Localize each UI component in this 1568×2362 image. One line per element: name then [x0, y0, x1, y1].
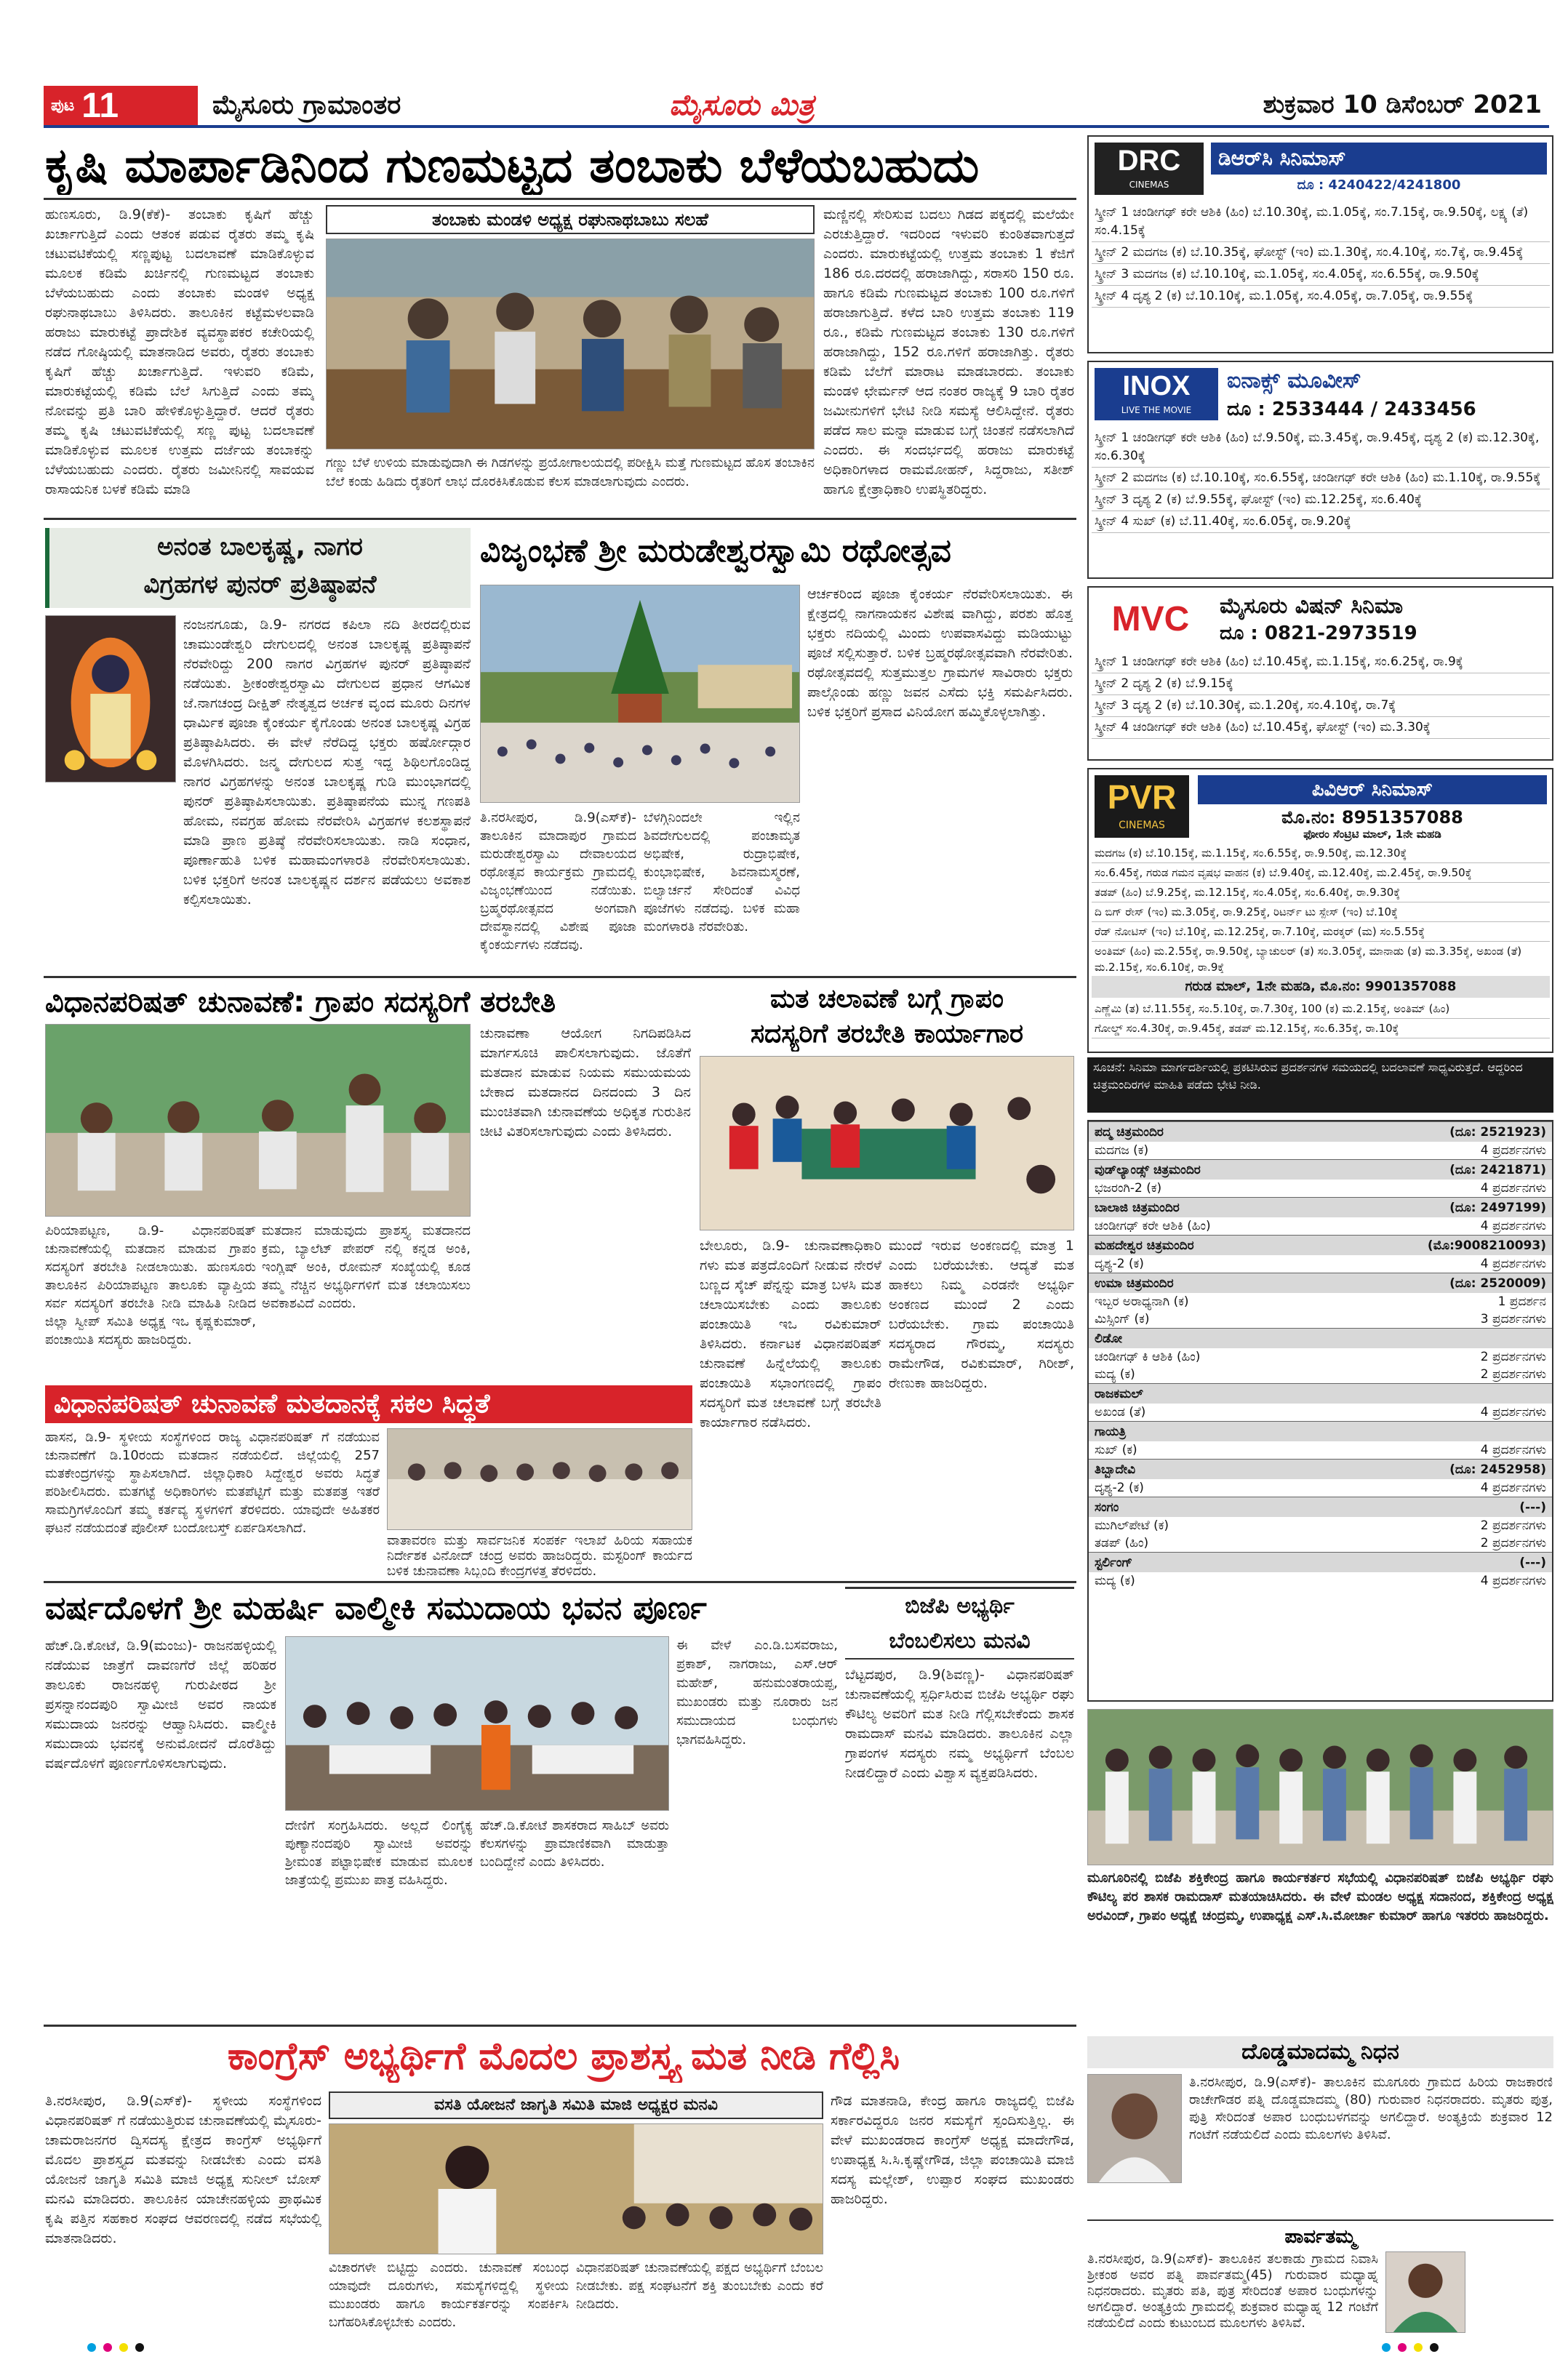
movie-title: ಮುಗಿಲ್‌ಪೇಟೆ (ಕ) — [1095, 1518, 1169, 1533]
theatre-name: ಮಹದೇಶ್ವರ ಚಿತ್ರಮಂದಿರ — [1095, 1238, 1194, 1253]
ratha-body-2: ಬೆಳಗ್ಗಿನಿಂದಲೇ ಇಲ್ಲಿನ ಶಿವದೇಗುಲದಲ್ಲಿ ಪಂಚಾಮೃತ ಅಭಿಷೇಕ, ರುದ್ರಾಭಿಷೇಕ, ಕುಂಭಾಭಿಷೇಕ, ಶಿವನಾಮಸ್ಮರಣೆ, ಬಿಲ್ವಾರ್ಚನೆ ಸೇರಿದಂತೆ ವಿವಿಧ ಪೂಜೆಗಳು ನಡೆದವು. ಬಳಿಕ ಮಹಾ ಮಂಗಳಾರತಿ ನೆರವೇರಿತು. — [644, 810, 800, 934]
congress-body-1: ತಿ.ನರಸೀಪುರ, ಡಿ.9(ಎಸ್‌ಕೆ)- ಸ್ಥಳೀಯ ಸಂಸ್ಥೆಗಳಿಂದ ವಿಧಾನಪರಿಷತ್ ಗೆ ನಡೆಯುತ್ತಿರುವ ಚುನಾವಣೆಯಲ್ಲಿ ಮೈಸೂರು-ಚಾಮರಾಜನಗರ ದ್ವಿಸದಸ್ಯ ಕ್ಷೇತ್ರದ ಕಾಂಗ್ರೆಸ್ ಅಭ್ಯರ್ಥಿಗೆ ಮೊದಲ ಪ್ರಾಶಸ್ತ್ಯದ ಮತವನ್ನು ನೀಡಬೇಕು ಎಂದು ವಸತಿ ಯೋಜನೆ ಜಾಗೃತಿ ಸಮಿತಿ ಮಾಜಿ ಅಧ್ಯಕ್ಷ ಸುನೀಲ್ ಬೋಸ್ ಮನವಿ ಮಾಡಿದರು. ತಾಲೂಕಿನ ಯಾಚೇನಹಳ್ಳಿಯ ಪ್ರಾಥಮಿಕ ಕೃಷಿ ಪತ್ತಿನ ಸಹಕಾರ ಸಂಘದ ಆವರಣದಲ್ಲಿ ನಡೆದ ಸಭೆಯಲ್ಲಿ ಮಾತನಾಡಿದರು. — [45, 2093, 321, 2246]
tobacco-photo — [326, 239, 815, 449]
valmiki-body-1: ಹೆಚ್.ಡಿ.ಕೋಟೆ, ಡಿ.9(ಮಂಜು)- ರಾಜನಹಳ್ಳಿಯಲ್ಲಿ ನಡೆಯುವ ಜಾತ್ರೆಗೆ ದಾವಣಗೆರೆ ಜಿಲ್ಲೆ ಹರಿಹರ ತಾಲೂಕು ರಾಜನಹಳ್ಳಿ ಗುರುಪೀಠದ ಶ್ರೀ ಪ್ರಸನ್ನಾನಂದಪುರಿ ಸ್ವಾಮೀಜಿ ಅವರ ನಾಯಕ ಸಮುದಾಯ ಜನರನ್ನು ಆಹ್ವಾನಿಸಿದರು. ವಾಲ್ಮೀಕಿ ಸಮುದಾಯ ಭವನಕ್ಕೆ ಅನುಮೋದನೆ ದೊರೆತಿದ್ದು ವರ್ಷದೊಳಗೆ ಪೂರ್ಣಗೊಳಿಸಲಾಗುವುದು. — [45, 1638, 276, 1772]
ananta-headline-box — [45, 528, 471, 608]
mvc-name: ಮೈಸೂರು ವಿಷನ್ ಸಿನಿಮಾ — [1220, 593, 1404, 619]
garuda-showtimes — [1092, 999, 1550, 1050]
theatre-header — [1089, 1121, 1552, 1142]
drc-name: ಡಿಆರ್‌ಸಿ ಸಿನಿಮಾಸ್ — [1218, 146, 1346, 170]
movie-shows: 4 ಪ್ರದರ್ಶನಗಳು — [1480, 1181, 1546, 1196]
theatre-name: ಬಾಲಾಜಿ ಚಿತ್ರಮಂದಿರ — [1095, 1200, 1180, 1215]
movie-shows: 4 ಪ್ರದರ್ಶನಗಳು — [1480, 1257, 1546, 1271]
movie-title: ದೃಶ್ಯ-2 (ಕ) — [1095, 1257, 1144, 1271]
pvr-showtimes — [1092, 844, 1550, 973]
movie-shows: 2 ಪ್ರದರ್ಶನಗಳು — [1480, 1350, 1546, 1364]
theatre-phone: (ದೂ: 2497199) — [1449, 1200, 1546, 1215]
theatre-phone: (ದೂ: 2520009) — [1449, 1276, 1546, 1291]
bjp-headline-2: ಬೆಂಬಲಿಸಲು ಮನವಿ — [889, 1628, 1031, 1654]
theatre-phone: (ದೂ: 2521923) — [1449, 1124, 1546, 1140]
mvc-row: ಸ್ಕ್ರೀನ್ 3 ದೃಶ್ಯ 2 (ಕ) ಬೆ.10.30ಕ್ಕೆ, ಮ.1.20ಕ್ಕೆ, ಸಂ.4.10ಕ್ಕೆ, ರಾ.7ಕ್ಕೆ — [1092, 695, 1550, 717]
movie-title: ಅಖಂಡ (ತೆ) — [1095, 1405, 1146, 1420]
obit2-photo — [1385, 2251, 1465, 2333]
movie-title: ಇಬ್ಬರ ಅರಾಧ್ಯನಾಗಿ (ಕ) — [1095, 1294, 1189, 1309]
garuda-row: ಗೋಲ್ಡ್ ಸಂ.4.30ಕ್ಕೆ, ರಾ.9.45ಕ್ಕೆ, ತಡಪ್ ಮ.12.15ಕ್ಕೆ, ಸಂ.6.35ಕ್ಕೆ, ರಾ.10ಕ್ಕೆ — [1092, 1019, 1550, 1038]
page-number-box — [44, 86, 198, 125]
color-registration-bottom-right — [1382, 2343, 1527, 2353]
movie-shows: 2 ಪ್ರದರ್ಶನಗಳು — [1480, 1536, 1546, 1550]
pvr-logo-text: PVR — [1107, 778, 1177, 816]
pvr-row: ಅಂತಿಮ್ (ಹಿಂ) ಮ.2.55ಕ್ಕೆ, ರಾ.9.50ಕ್ಕೆ, ಬ್ಯಾಚುಲರ್ (ತ) ಸಂ.3.05ಕ್ಕೆ, ಮಾನಾಡು (ತ) ಮ.3.35ಕ್ಕೆ, ಅಖಂಡ (ತೆ) ಮ.2.15ಕ್ಕೆ, ಸಂ.6.10ಕ್ಕೆ, ರಾ.9ಕ್ಕೆ — [1092, 942, 1550, 973]
reg-dot — [119, 2343, 128, 2352]
movie-shows: 2 ಪ್ರದರ್ಶನಗಳು — [1480, 1367, 1546, 1382]
vidhan-training-body-1: ಪಿರಿಯಾಪಟ್ಟಣ, ಡಿ.9- ವಿಧಾನಪರಿಷತ್ ಚುನಾವಣೆಯಲ್ಲಿ ಮತದಾನ ಮಾಡುವ ಗ್ರಾಪಂ ಸದಸ್ಯರಿಗೆ ತರಬೇತಿ ನೀಡಲಾಯಿತು. ಹುಣಸೂರು ತಾಲೂಕಿನ ಪಿರಿಯಾಪಟ್ಟಣ ತಾಲೂಕು ವ್ಯಾಪ್ತಿಯ ಸರ್ವ ಸದಸ್ಯರಿಗೆ ತರಬೇತಿ ನೀಡಿ ಮಾಹಿತಿ ನೀಡಿದ ಜಿಲ್ಲಾ ಸ್ವೀಪ್ ಸಮಿತಿ ಅಧ್ಯಕ್ಷ ಇಒ ಕೃಷ್ಣಕುಮಾರ್, ಪಂಚಾಯಿತಿ ಸದಸ್ಯರು ಹಾಜರಿದ್ದರು. — [45, 1223, 256, 1348]
divider — [1087, 2219, 1553, 2221]
masthead — [44, 86, 1549, 128]
movie-title: ಭಜರಂಗಿ-2 (ಕ) — [1095, 1181, 1162, 1196]
inox-showtimes — [1092, 428, 1550, 577]
valmiki-body-4: ಈ ವೇಳೆ ಎಂ.ಡಿ.ಬಸವರಾಜು, ಪ್ರಕಾಶ್, ನಾಗರಾಜು, ಎಸ್.ಆರ್ ಮಹೇಶ್, ಹನುಮಂತರಾಯಪ್ಪ, ಮುಖಂಡರು ಮತ್ತು ನೂರಾರು ಜನ ಸಮುದಾಯದ ಬಂಧುಗಳು ಭಾಗವಹಿಸಿದ್ದರು. — [676, 1638, 838, 1748]
theatre-movie-row — [1089, 1310, 1552, 1328]
tobacco-col-3: ಮಣ್ಣಿನಲ್ಲಿ ಸೇರಿಸುವ ಬದಲು ಗಿಡದ ಪಕ್ಕದಲ್ಲಿ ಮಲೆಯೇ ಎರಚುತ್ತಿದ್ದಾರೆ. ಇದರಿಂದ ಇಳುವರಿ ಕುಂಠಿತವಾಗುತ್ತದೆ ಎಂದರು. ಮಾರುಕಟ್ಟೆಯಲ್ಲಿ ಉತ್ತಮ ತಂಬಾಕು 1 ಕೆಜಿಗೆ 186 ರೂ.ದರದಲ್ಲಿ ಹರಾಜಾಗಿದ್ದು, ಸರಾಸರಿ 150 ರೂ. ಹಾಗೂ ಕಡಿಮೆ ಗುಣಮಟ್ಟದ ತಂಬಾಕು 100 ರೂ.ಗಳಿಗೆ ಹರಾಜಾಗುತ್ತಿದೆ. ಕಳೆದ ಬಾರಿ ಉತ್ತಮ ತಂಬಾಕು 119 ರೂ., ಕಡಿಮೆ ಗುಣಮಟ್ಟದ ತಂಬಾಕು 130 ರೂ.ಗಳಿಗೆ ಹರಾಜಾಗಿದ್ದು, 152 ರೂ.ಗಳಿಗೆ ಹರಾಜಾಗಿತ್ತು. ರೈತರು ಕಡಿಮೆ ಬೆಲೆಗೆ ಮಾರಾಟ ಮಾಡಬಾರದು. ತಂಬಾಕು ಮಂಡಳಿ ಛೇರ್ಮನ್ ಆದ ನಂತರ ರಾಜ್ಯಕ್ಕೆ 9 ಬಾರಿ ರೈತರ ಜಮೀನುಗಳಿಗೆ ಭೇಟಿ ನೀಡಿ ಸಮಸ್ಯೆ ಆಲಿಸಿದ್ದೇನೆ. ರೈತರು ಪಡೆದ ಸಾಲ ಮನ್ನಾ ಮಾಡುವ ಬಗ್ಗೆ ಚಿಂತನೆ ನಡೆಸಲಾಗಿದೆ ಎಂದರು. ಈ ಸಂದರ್ಭದಲ್ಲಿ ಹರಾಜು ಮಾರುಕಟ್ಟೆ ಅಧಿಕಾರಿಗಳಾದ ರಾಮಮೋಹನ್, ಸಿದ್ದರಾಜು, ಸತೀಶ್ ಹಾಗೂ ಕ್ಷೇತ್ರಾಧಿಕಾರಿ ಉಪಸ್ಥಿತರಿದ್ದರು. — [823, 207, 1074, 497]
theatre-header — [1089, 1159, 1552, 1180]
theatre-phone: (ದೂ: 2452958) — [1449, 1462, 1546, 1477]
valmiki-photo — [285, 1636, 669, 1811]
movie-shows: 4 ಪ್ರದರ್ಶನಗಳು — [1480, 1143, 1546, 1158]
theatre-movie-row — [1089, 1180, 1552, 1197]
theatre-movie-row — [1089, 1366, 1552, 1383]
pvr-logo-sub: CINEMAS — [1119, 820, 1165, 831]
ananta-headline-2: ವಿಗ್ರಹಗಳ ಪುನರ್ ಪ್ರತಿಷ್ಠಾಪನೆ — [143, 570, 377, 599]
obit2-headline: ಪಾರ್ವತಮ್ಮ — [1284, 2226, 1356, 2248]
pvr-address: ಫೋರಂ ಸೆಂಟ್ರಿಟಿ ಮಾಲ್, 1ನೇ ಮಹಡಿ — [1303, 828, 1441, 841]
theatre-phone: (---) — [1519, 1555, 1546, 1570]
movie-shows: 4 ಪ್ರದರ್ಶನಗಳು — [1480, 1574, 1546, 1588]
theatre-movie-row — [1089, 1572, 1552, 1590]
movie-title: ಮದ್ಯ (ಕ) — [1095, 1574, 1135, 1588]
bjp-headline-box — [845, 1587, 1074, 1660]
bjp-meeting-photo — [1087, 1709, 1553, 1865]
obit1-photo — [1087, 2074, 1182, 2183]
vidhan-training-body-2: ಮತದಾನ ಮಾಡುವುದು ಪ್ರಾಶಸ್ತ್ಯ ಮತದಾನದ ಕ್ರಮ, ಬ್ಯಾಲೆಟ್ ಪೇಪರ್ ನಲ್ಲಿ ಕನ್ನಡ ಅಂಕಿ, ಇಂಗ್ಲಿಷ್ ಅಂಕಿ, ರೋಮನ್ ಸಂಖ್ಯೆಯಲ್ಲಿ ಕೂಡ ತಮ್ಮ ನೆಚ್ಚಿನ ಅಭ್ಯರ್ಥಿಗಳಿಗೆ ಮತ ಚಲಾಯಿಸಲು ಅವಕಾಶವಿದೆ ಎಂದರು. — [262, 1223, 471, 1311]
vidhan-poll-headline-bar — [45, 1385, 692, 1423]
mvc-row: ಸ್ಕ್ರೀನ್ 4 ಚಂಡೀಗಢ್ ಕರೇ ಆಶಿಕಿ (ಹಿಂ) ಬೆ.10.45ಕ್ಕೆ, ಘೋಸ್ಟ್ (ಇಂ) ಮ.3.30ಕ್ಕೆ — [1092, 717, 1550, 739]
obit2-body: ತಿ.ನರಸೀಪುರ, ಡಿ.9(ಎಸ್‌ಕೆ)- ತಾಲೂಕಿನ ತಲಕಾಡು ಗ್ರಾಮದ ನಿವಾಸಿ ಶ್ರೀಕಂಠ ಅವರ ಪತ್ನಿ ಪಾರ್ವತಮ್ಮ(45) ಗುರುವಾರ ಮಧ್ಯಾಹ್ನ ನಿಧನರಾದರು. ಮೃತರು ಪತಿ, ಪುತ್ರ ಸೇರಿದಂತೆ ಅಪಾರ ಬಂಧುಗಳನ್ನು ಅಗಲಿದ್ದಾರೆ. ಅಂತ್ಯಕ್ರಿಯೆ ಗ್ರಾಮದಲ್ಲಿ ಶುಕ್ರವಾರ ಮಧ್ಯಾಹ್ನ 12 ಗಂಟೆಗೆ ನಡೆಯಲಿದೆ ಎಂದು ಕುಟುಂಬದ ಮೂಲಗಳು ತಿಳಿಸಿವೆ. — [1087, 2251, 1378, 2331]
congress-headline: ಕಾಂಗ್ರೆಸ್ ಅಭ್ಯರ್ಥಿಗೆ ಮೊದಲ ಪ್ರಾಶಸ್ತ್ಯ ಮತ ನೀಡಿ ಗೆಲ್ಲಿಸಿ — [227, 2035, 900, 2078]
garuda-row: ಎಣ್ಣೆಮಿ (ತ) ಬೆ.11.55ಕ್ಕೆ, ಸಂ.5.10ಕ್ಕೆ, ರಾ.7.30ಕ್ಕೆ, 100 (ಕ) ಮ.2.15ಕ್ಕೆ, ಅಂತಿಮ್ (ಹಿಂ) — [1092, 999, 1550, 1019]
cinema-notice: ಸೂಚನೆ: ಸಿನಿಮಾ ಮಾರ್ಗದರ್ಶಿಯಲ್ಲಿ ಪ್ರಕಟಿಸಿರುವ ಪ್ರದರ್ಶನಗಳ ಸಮಯದಲ್ಲಿ ಬದಲಾವಣೆ ಸಾಧ್ಯವಿರುತ್ತದೆ. ಆದ್ದರಿಂದ ಚಿತ್ರಮಂದಿರಗಳ ಮಾಹಿತಿ ಪಡೆದು ಭೇಟಿ ನೀಡಿ. — [1087, 1057, 1553, 1113]
reg-dot — [135, 2343, 144, 2352]
drc-row: ಸ್ಕ್ರೀನ್ 3 ಮದಗಜ (ಕ) ಬೆ.10.10ಕ್ಕೆ, ಮ.1.05ಕ್ಕೆ, ಸಂ.4.05ಕ್ಕೆ, ಸಂ.6.55ಕ್ಕೆ, ರಾ.9.50ಕ್ಕೆ — [1092, 264, 1550, 286]
mvc-phone: ದೂ : 0821-2973519 — [1220, 622, 1417, 644]
reg-dot — [1382, 2343, 1391, 2352]
movie-title: ತಡಪ್ (ಹಿಂ) — [1095, 1536, 1149, 1550]
mata-body-1: ಬೇಲೂರು, ಡಿ.9- ಚುನಾವಣಾಧಿಕಾರಿ ಗಳು ಮತ ಪತ್ರದೊಂದಿಗೆ ನೀಡುವ ನೇರಳೆ ಬಣ್ಣದ ಸ್ಕೆಚ್ ಪೆನ್ನನ್ನು ಮಾತ್ರ ಬಳಸಿ ಮತ ಚಲಾಯಿಸಬೇಕು ಎಂದು ತಾಲೂಕು ಪಂಚಾಯಿತಿ ಇಒ ರವಿಕುಮಾರ್ ತಿಳಿಸಿದರು. ಕರ್ನಾಟಕ ವಿಧಾನಪರಿಷತ್ ಚುನಾವಣೆ ಹಿನ್ನೆಲೆಯಲ್ಲಿ ತಾಲೂಕು ಪಂಚಾಯಿತಿ ಸಭಾಂಗಣದಲ್ಲಿ ಗ್ರಾಪಂ ಸದಸ್ಯರಿಗೆ ಮತ ಚಲಾವಣೆ ಬಗ್ಗೆ ತರಬೇತಿ ಕಾರ್ಯಾಗಾರ ನಡೆಸಿದರು. — [700, 1238, 881, 1430]
movie-shows: 1 ಪ್ರದರ್ಶನ — [1497, 1294, 1546, 1309]
theatre-name: ಪದ್ಮ ಚಿತ್ರಮಂದಿರ — [1095, 1124, 1164, 1140]
obit1-headline: ದೊಡ್ಡಮಾದಮ್ಮ ನಿಧನ — [1087, 2036, 1553, 2068]
movie-shows: 2 ಪ್ರದರ್ಶನಗಳು — [1480, 1518, 1546, 1533]
drc-showtimes — [1092, 202, 1550, 351]
inox-logo — [1095, 368, 1218, 420]
valmiki-body-2: ದೇಣಿಗೆ ಸಂಗ್ರಹಿಸಿದರು. ಅಲ್ಲದೆ ಲಿಂಗೈಕ್ಯ ಪುಣ್ಯಾನಂದಪುರಿ ಸ್ವಾಮೀಜಿ ಅವರನ್ನು ಶ್ರೀಮಂತ ಪಟ್ಟಾಭಿಷೇಕ ಮಾಡುವ ಮೂಲಕ ಜಾತ್ರೆಯಲ್ಲಿ ಪ್ರಮುಖ ಪಾತ್ರ ವಹಿಸಿದ್ದರು. — [285, 1818, 473, 1888]
vidhan-poll-headline: ವಿಧಾನಪರಿಷತ್ ಚುನಾವಣೆ ಮತದಾನಕ್ಕೆ ಸಕಲ ಸಿದ್ಧತೆ — [54, 1389, 490, 1419]
inox-row: ಸ್ಕ್ರೀನ್ 2 ಮದಗಜ (ಕ) ಬೆ.10.10ಕ್ಕೆ, ಸಂ.6.55ಕ್ಕೆ, ಚಂಡೀಗಢ್ ಕರೇ ಆಶಿಕಿ (ಹಿಂ) ಮ.1.10ಕ್ಕೆ, ರಾ.9.55ಕ್ಕೆ — [1092, 468, 1550, 489]
divider — [44, 976, 1076, 978]
inox-row: ಸ್ಕ್ರೀನ್ 1 ಚಂಡೀಗಢ್ ಕರೇ ಆಶಿಕಿ (ಹಿಂ) ಬೆ.9.50ಕ್ಕೆ, ಮ.3.45ಕ್ಕೆ, ರಾ.9.45ಕ್ಕೆ, ದೃಶ್ಯ 2 (ಕ) ಮ.12.30ಕ್ಕೆ, ಸಂ.6.30ಕ್ಕೆ — [1092, 428, 1550, 468]
pvr-row: ಸಂ.6.45ಕ್ಕೆ, ಗರುಡ ಗಮನ ವೃಷಭ ವಾಹನ (ಕ) ಬೆ.9.40ಕ್ಕೆ, ಮ.12.40ಕ್ಕೆ, ಮ.2.45ಕ್ಕೆ, ರಾ.9.50ಕ್ಕೆ — [1092, 863, 1550, 883]
theatre-header — [1089, 1459, 1552, 1479]
drc-logo-sub: CINEMAS — [1129, 180, 1169, 190]
theatre-movie-row — [1089, 1255, 1552, 1273]
tobacco-subhead: ತಂಬಾಕು ಮಂಡಳಿ ಅಧ್ಯಕ್ಷ ರಘುನಾಥಬಾಬು ಸಲಹೆ — [326, 205, 815, 234]
vidhan-poll-photo — [387, 1428, 692, 1530]
drc-row: ಸ್ಕ್ರೀನ್ 4 ದೃಶ್ಯ 2 (ಕ) ಬೆ.10.10ಕ್ಕೆ, ಮ.1.05ಕ್ಕೆ, ಸಂ.4.05ಕ್ಕೆ, ರಾ.7.05ಕ್ಕೆ, ರಾ.9.55ಕ್ಕೆ — [1092, 286, 1550, 308]
congress-subhead: ವಸತಿ ಯೋಜನೆ ಜಾಗೃತಿ ಸಮಿತಿ ಮಾಜಿ ಅಧ್ಯಕ್ಷರ ಮನವಿ — [329, 2091, 823, 2119]
movie-title: ಚಂಡೀಗಢ್ ಕರೇ ಆಶಿಕಿ (ಹಿಂ) — [1095, 1219, 1211, 1233]
tobacco-col-1: ಹುಣಸೂರು, ಡಿ.9(ಕೆಕೆ)- ತಂಬಾಕು ಕೃಷಿಗೆ ಹೆಚ್ಚು ಖರ್ಚಾಗುತ್ತಿದೆ ಎಂದು ಆತಂಕ ಪಡುವ ರೈತರು ತಮ್ಮ ಕೃಷಿ ಚಟುವಟಿಕೆಯಲ್ಲಿ ಸಣ್ಣಪುಟ್ಟ ಬದಲಾವಣೆ ಮಾಡಿಕೊಳ್ಳುವ ಮೂಲಕ ಕಡಿಮೆ ಖರ್ಚಿನಲ್ಲಿ ಗುಣಮಟ್ಟದ ತಂಬಾಕು ಬೆಳೆಯಬಹುದು ಎಂದು ತಂಬಾಕು ಮಂಡಳಿ ಅಧ್ಯಕ್ಷ ರಘುನಾಥಬಾಬು ತಿಳಿಸಿದರು. ತಾಲೂಕಿನ ಕಟ್ಟೆಮಳಲವಾಡಿ ಹರಾಜು ಮಾರುಕಟ್ಟೆ ಪ್ರಾದೇಶಿಕ ವ್ಯವಸ್ಥಾಪಕರ ಕಚೇರಿಯಲ್ಲಿ ನಡೆದ ಗೋಷ್ಠಿಯಲ್ಲಿ ಮಾತನಾಡಿದ ಅವರು, ರೈತರು ತಂಬಾಕು ಕೃಷಿಗೆ ಹೆಚ್ಚು ಖರ್ಚಾಗುತ್ತಿದೆ. ಇಳುವರಿ ಕಡಿಮೆ, ಮಾರುಕಟ್ಟೆಯಲ್ಲಿ ಕಡಿಮೆ ಬೆಲೆ ಸಿಗುತ್ತಿದೆ ಎಂದು ತಮ್ಮ ನೋವನ್ನು ಪ್ರತಿ ಬಾರಿ ಹೇಳಿಕೊಳ್ಳುತ್ತಿದ್ದಾರೆ. ಆದರೆ ರೈತರು ತಮ್ಮ ಕೃಷಿ ಚಟುವಟಿಕೆಯಲ್ಲಿ ಸಣ್ಣ ಪುಟ್ಟ ಬದಲಾವಣೆ ಮಾಡಿಕೊಳ್ಳುವ ಮೂಲಕ ಉತ್ತಮ ದರ್ಜೆಯ ತಂಬಾಕನ್ನು ಬೆಳೆಯಬಹುದು ಎಂದರು. ರೈತರು ಜಮೀನಿನಲ್ಲಿ ಸಾವಯವ ರಾಸಾಯನಿಕ ಬಳಕೆ ಕಡಿಮೆ ಮಾಡಿ — [45, 207, 314, 497]
ananta-body: ನಂಜನಗೂಡು, ಡಿ.9- ನಗರದ ಕಪಿಲಾ ನದಿ ತೀರದಲ್ಲಿರುವ ಚಾಮುಂಡೇಶ್ವರಿ ದೇಗುಲದಲ್ಲಿ ಅನಂತ ಬಾಲಕೃಷ್ಣ ಪ್ರತಿಷ್ಠಾಪನೆ ನೆರವೇರಿದ್ದು 200 ನಾಗರ ವಿಗ್ರಹಗಳ ಪುನರ್ ಪ್ರತಿಷ್ಠಾಪನೆ ನಡೆಯಿತು. ಶ್ರೀಕಂಠೇಶ್ವರಸ್ವಾಮಿ ದೇಗುಲದ ಪ್ರಧಾನ ಆಗಮಿಕ ಜೆ.ನಾಗಚಂದ್ರ ದೀಕ್ಷಿತ್ ನೇತೃತ್ವದ ಅರ್ಚಕ ವೃಂದ ಮೂರು ದಿನಗಳ ಧಾರ್ಮಿಕ ಪೂಜಾ ಕೈಂಕರ್ಯ ಕೈಗೊಂಡು ಅನಂತ ಬಾಲಕೃಷ್ಣ ವಿಗ್ರಹ ಪ್ರತಿಷ್ಠಾಪಿಸಿದರು. ಈ ವೇಳೆ ನೆರೆದಿದ್ದ ಭಕ್ತರು ಹರ್ಷೋದ್ಗಾರ ಮೊಳಗಿಸಿದರು. ಜನ್ಮ ದೇಗುಲದ ಸುತ್ತ ಇದ್ದ ಶಿಥಿಲಗೊಂಡಿದ್ದ ನಾಗರ ವಿಗ್ರಹಗಳನ್ನು ಅನಂತ ಬಾಲಕೃಷ್ಣ ಗುಡಿ ಮುಂಭಾಗದಲ್ಲಿ ಪುನರ್ ಪ್ರತಿಷ್ಠಾಪಿಸಲಾಯಿತು. ಪ್ರತಿಷ್ಠಾಪನೆಯ ಮುನ್ನ ಗಣಪತಿ ಹೋಮ, ನವಗ್ರಹ ಹೋಮ ನೆರವೇರಿಸಿ ವಿಗ್ರಹಗಳ ಕಲಶಸ್ಥಾಪನೆ ಮಾಡಿ ಪ್ರಾಣ ಪ್ರತಿಷ್ಠೆ ನೆರವೇರಿಸಲಾಯಿತು. ನಾಡಿ ಸಂಧಾನ, ಪೂರ್ಣಾಹುತಿ ಬಳಿಕ ಮಹಾಮಂಗಳಾರತಿ ನೆರವೇರಿಸಲಾಯಿತು. ಬಳಿಕ ಭಕ್ತರಿಗೆ ಅನಂತ ಬಾಲಕೃಷ್ಣನ ದರ್ಶನ ಪಡೆಯಲು ಅವಕಾಶ ಕಲ್ಪಿಸಲಾಯಿತು. — [183, 617, 471, 908]
bjp-meeting-caption: ಮೂಗೂರಿನಲ್ಲಿ ಬಿಜೆಪಿ ಶಕ್ತಿಕೇಂದ್ರ ಹಾಗೂ ಕಾರ್ಯಕರ್ತರ ಸಭೆಯಲ್ಲಿ ವಿಧಾನಪರಿಷತ್ ಬಿಜೆಪಿ ಅಭ್ಯರ್ಥಿ ರಘು ಕೌಟಿಲ್ಯ ಪರ ಶಾಸಕ ರಾಮದಾಸ್ ಮತಯಾಚಿಸಿದರು. ಈ ವೇಳೆ ಮಂಡಲ ಅಧ್ಯಕ್ಷ ಸದಾನಂದ, ಶಕ್ತಿಕೇಂದ್ರ ಅಧ್ಯಕ್ಷ ಅರವಿಂದ್, ಗ್ರಾಪಂ ಅಧ್ಯಕ್ಷೆ ಚಂದ್ರಮ್ಮ, ಉಪಾಧ್ಯಕ್ಷ ಎಸ್.ಸಿ.ಮೋರ್ಚಾ ಕುಮಾರ್ ಹಾಗೂ ಇತರರು ಹಾಜರಿದ್ದರು. — [1087, 1870, 1553, 1923]
ratha-headline: ವಿಜೃಂಭಣೆ ಶ್ರೀ ಮರುಡೇಶ್ವರಸ್ವಾಮಿ ರಥೋತ್ಸವ — [480, 532, 951, 569]
mata-headline-1: ಮತ ಚಲಾವಣೆ ಬಗ್ಗೆ ಗ್ರಾಪಂ — [770, 984, 1004, 1014]
theatre-movie-row — [1089, 1293, 1552, 1310]
theatre-listings — [1087, 1120, 1553, 1702]
inox-ad — [1087, 361, 1553, 579]
reg-dot — [1430, 2343, 1439, 2352]
theatre-header — [1089, 1273, 1552, 1293]
movie-shows: 4 ಪ್ರದರ್ಶನಗಳು — [1480, 1481, 1546, 1495]
movie-title: ದೃಶ್ಯ-2 (ಕ) — [1095, 1481, 1144, 1495]
theatre-header — [1089, 1235, 1552, 1255]
pvr-phone: ಮೊ.ನಂ: 8951357088 — [1281, 807, 1463, 828]
section-title: ಮೈಸೂರು ಗ್ರಾಮಾಂತರ — [212, 90, 401, 120]
movie-shows: 4 ಪ್ರದರ್ಶನಗಳು — [1480, 1405, 1546, 1420]
mvc-showtimes — [1092, 652, 1550, 758]
bjp-headline-1: ಬಿಜೆಪಿ ಅಭ್ಯರ್ಥಿ — [905, 1593, 1015, 1619]
divider — [44, 1581, 1076, 1583]
congress-photo — [329, 2123, 823, 2254]
reg-dot — [1414, 2343, 1423, 2352]
theatre-name: ಲಿಡೋ — [1095, 1331, 1123, 1346]
ratha-body-1: ತಿ.ನರಸೀಪುರ, ಡಿ.9(ಎಸ್‌ಕೆ)- ತಾಲೂಕಿನ ಮಾದಾಪುರ ಗ್ರಾಮದ ಮರುಡೇಶ್ವರಸ್ವಾಮಿ ದೇವಾಲಯದ ರಥೋತ್ಸವ ಕಾರ್ಯಕ್ರಮ ಗ್ರಾಮದಲ್ಲಿ ವಿಜೃಂಭಣೆಯಿಂದ ನಡೆಯಿತು. ಬ್ರಹ್ಮರಥೋತ್ಸವದ ಅಂಗವಾಗಿ ದೇವಸ್ಥಾನದಲ್ಲಿ ವಿಶೇಷ ಪೂಜಾ ಕೈಂಕರ್ಯಗಳು ನಡೆದವು. — [480, 810, 636, 953]
theatre-header — [1089, 1552, 1552, 1572]
pvr-name-bar — [1198, 775, 1547, 804]
theatre-name: ವುಡ್‌ಲ್ಯಾಂಡ್ಸ್ ಚಿತ್ರಮಂದಿರ — [1095, 1162, 1201, 1177]
vidhan-poll-body-2: ವಾತಾವರಣ ಮತ್ತು ಸಾರ್ವಜನಿಕ ಸಂಪರ್ಕ ಇಲಾಖೆ ಹಿರಿಯ ಸಹಾಯಕ ನಿರ್ದೇಶಕ ವಿನೋದ್ ಚಂದ್ರ ಅವರು ಹಾಜರಿದ್ದರು. ಮಸ್ಟರಿಂಗ್ ಕಾರ್ಯದ ಬಳಿಕ ಚುನಾವಣಾ ಸಿಬ್ಬಂದಿ ಕೇಂದ್ರಗಳತ್ತ ತೆರಳಿದರು. — [387, 1533, 692, 1578]
theatre-movie-row — [1089, 1142, 1552, 1159]
ratha-photo — [480, 585, 800, 803]
drc-logo-text: DRC — [1117, 145, 1181, 177]
movie-title: ಮದಗಜ (ಕ) — [1095, 1143, 1149, 1158]
movie-shows: 4 ಪ್ರದರ್ಶನಗಳು — [1480, 1219, 1546, 1233]
movie-title: ಮದ್ಯ (ಕ) — [1095, 1367, 1135, 1382]
movie-shows: 4 ಪ್ರದರ್ಶನಗಳು — [1480, 1443, 1546, 1457]
vidhan-training-body-3: ಚುನಾವಣಾ ಆಯೋಗ ನಿಗದಿಪಡಿಸಿದ ಮಾರ್ಗಸೂಚಿ ಪಾಲಿಸಲಾಗುವುದು. ಜೊತೆಗೆ ಮತದಾನ ಮಾಡುವ ನಿಯಮ ಸಮುಯಮಯ ಬೇಕಾದ ಮತದಾನದ ದಿನದಂದು 3 ದಿನ ಮುಂಚಿತವಾಗಿ ಚುನಾವಣೆಯ ಅಧಿಕೃತ ಗುರುತಿನ ಚೀಟಿ ವಿತರಿಸಲಾಗುವುದು ಎಂದು ತಿಳಿಸಿದರು. — [480, 1025, 691, 1140]
color-registration-bottom — [87, 2343, 233, 2353]
ananta-photo — [45, 615, 176, 782]
ratha-body-3: ಆರ್ಚಕರಿಂದ ಪೂಜಾ ಕೈಂಕರ್ಯ ನೆರವೇರಿಸಲಾಯಿತು. ಈ ಕ್ಷೇತ್ರದಲ್ಲಿ ನಾಗನಾಯಕನ ವಿಶೇಷ ವಾಗಿದ್ದು, ಪರಶು ಹೊತ್ತ ಭಕ್ತರು ನದಿಯಲ್ಲಿ ಮಿಂದು ಉಪವಾಸವಿದ್ದು ಮಡಿಯುಟ್ಟು ಪೂಜೆ ಸಲ್ಲಿಸುತ್ತಾರೆ. ಬಳಿಕ ಬ್ರಹ್ಮರಥೋತ್ಸವವಾಗಿ ನೆರವೇರಿತು. ರಥೋತ್ಸವದಲ್ಲಿ ಸುತ್ತಮುತ್ತಲ ಗ್ರಾಮಗಳ ಸಾವಿರಾರು ಭಕ್ತರು ಪಾಲ್ಗೊಂಡು ಹಣ್ಣು ಜವನ ಎಸೆದು ಭಕ್ತಿ ಸಮರ್ಪಿಸಿದರು. ಬಳಿಕ ಭಕ್ತರಿಗೆ ಪ್ರಸಾದ ವಿನಿಯೋಗ ಹಮ್ಮಿಕೊಳ್ಳಲಾಗಿತ್ತು. — [807, 586, 1073, 720]
valmiki-headline: ವರ್ಷದೊಳಗೆ ಶ್ರೀ ಮಹರ್ಷಿ ವಾಲ್ಮೀಕಿ ಸಮುದಾಯ ಭವನ ಪೂರ್ಣ — [45, 1590, 707, 1627]
vidhan-training-headline: ವಿಧಾನಪರಿಷತ್ ಚುನಾವಣೆ: ಗ್ರಾಪಂ ಸದಸ್ಯರಿಗೆ ತರಬೇತಿ — [45, 985, 556, 1019]
mvc-ad — [1087, 586, 1553, 761]
theatre-name: ಉಮಾ ಚಿತ್ರಮಂದಿರ — [1095, 1276, 1174, 1291]
drc-ad — [1087, 135, 1553, 353]
reg-dot — [103, 2343, 112, 2352]
inox-row: ಸ್ಕ್ರೀನ್ 3 ದೃಶ್ಯ 2 (ಕ) ಬೆ.9.55ಕ್ಕೆ, ಘೋಸ್ಟ್ (ಇಂ) ಮ.12.25ಕ್ಕೆ, ಸಂ.6.40ಕ್ಕೆ — [1092, 489, 1550, 511]
mvc-row: ಸ್ಕ್ರೀನ್ 2 ದೃಶ್ಯ 2 (ಕ) ಬೆ.9.15ಕ್ಕೆ — [1092, 673, 1550, 695]
theatre-phone: (---) — [1519, 1500, 1546, 1515]
bjp-body: ಬೆಟ್ಟದಪುರ, ಡಿ.9(ಶಿವಣ್ಣ)- ವಿಧಾನಪರಿಷತ್ ಚುನಾವಣೆಯಲ್ಲಿ ಸ್ಪರ್ಧಿಸಿರುವ ಬಿಜೆಪಿ ಅಭ್ಯರ್ಥಿ ರಘು ಕೌಟಿಲ್ಯ ಅವರಿಗೆ ಮತ ನೀಡಿ ಗೆಲ್ಲಿಸಬೇಕೆಂದು ಶಾಸಕ ರಾಮದಾಸ್ ಮನವಿ ಮಾಡಿದರು. ತಾಲೂಕಿನ ಎಲ್ಲಾ ಗ್ರಾಪಂಗಳ ಸದಸ್ಯರು ನಮ್ಮ ಅಭ್ಯರ್ಥಿಗೆ ಬೆಂಬಲ ನೀಡಲಿದ್ದಾರೆ ಎಂದು ವಿಶ್ವಾಸ ವ್ಯಕ್ತಪಡಿಸಿದರು. — [845, 1667, 1074, 1781]
page-number: 11 — [81, 86, 119, 125]
mvc-logo: MVC — [1111, 600, 1190, 638]
pvr-row: ರೆಡ್ ನೋಟಿಸ್ (ಇಂ) ಬೆ.10ಕ್ಕೆ, ಮ.12.25ಕ್ಕೆ, ರಾ.7.10ಕ್ಕೆ, ಮರಕ್ಕರ್ (ಮ) ಸಂ.5.55ಕ್ಕೆ — [1092, 922, 1550, 942]
obit1-body: ತಿ.ನರಸೀಪುರ, ಡಿ.9(ಎಸ್‌ಕೆ)- ತಾಲೂಕಿನ ಮೂಗೂರು ಗ್ರಾಮದ ಹಿರಿಯ ರಾಜಕಾರಣಿ ರಾಚೇಗೌಡರ ಪತ್ನಿ ದೊಡ್ಡಮಾದಮ್ಮ (80) ಗುರುವಾರ ನಿಧನರಾದರು. ಮೃತರು ಪುತ್ರ, ಪುತ್ರಿ ಸೇರಿದಂತೆ ಅಪಾರ ಬಂಧುಬಳಗವನ್ನು ಅಗಲಿದ್ದಾರೆ. ಅಂತ್ಯಕ್ರಿಯೆ ಶುಕ್ರವಾರ 12 ಗಂಟೆಗೆ ನಡೆಯಲಿದೆ ಎಂದು ಮೂಲಗಳು ತಿಳಿಸಿವೆ. — [1189, 2075, 1553, 2142]
pvr-name: ಪಿವಿಆರ್ ಸಿನಿಮಾಸ್ — [1311, 779, 1433, 801]
drc-name-bar — [1211, 143, 1547, 175]
tobacco-photo-caption: ಗಣ್ಣು ಬೆಳೆ ಉಳಿಯ ಮಾಡುವುದಾಗಿ ಈ ಗಿಡಗಳನ್ನು ಪ್ರಯೋಗಾಲಯದಲ್ಲಿ ಪರೀಕ್ಷಿಸಿ ಮತ್ತೆ ಗುಣಮಟ್ಟದ ಹೊಸ ತಂಬಾಕಿನ ಬೆಲೆ ಕಂಡು ಹಿಡಿದು ರೈತರಿಗೆ ಲಾಭ ದೊರಕಿಸಿಕೊಡುವ ಕೆಲಸ ಮಾಡಲಾಗುವುದು ಎಂದರು. — [326, 455, 815, 489]
page-label: ಪುಟ — [51, 96, 75, 115]
vidhan-poll-body: ಹಾಸನ, ಡಿ.9- ಸ್ಥಳೀಯ ಸಂಸ್ಥೆಗಳಿಂದ ರಾಜ್ಯ ವಿಧಾನಪರಿಷತ್ ಗೆ ನಡೆಯುವ ಚುನಾವಣೆಗೆ ಡಿ.10ರಂದು ಮತದಾನ ನಡೆಯಲಿದೆ. ಜಿಲ್ಲೆಯಲ್ಲಿ 257 ಮತಕೇಂದ್ರಗಳನ್ನು ಸ್ಥಾಪಿಸಲಾಗಿದೆ. ಜಿಲ್ಲಾಧಿಕಾರಿ ಸಿದ್ದೇಶ್ವರ ಅವರು ಸಿದ್ಧತೆ ಪರಿಶೀಲಿಸಿದರು. ಮತಗಟ್ಟೆ ಅಧಿಕಾರಿಗಳು ಮತಪೆಟ್ಟಿಗೆ ಮತ್ತು ಮತಪತ್ರ ಇತರೆ ಸಾಮಗ್ರಿಗಳೊಂದಿಗೆ ತಮ್ಮ ಕರ್ತವ್ಯ ಸ್ಥಳಗಳಿಗೆ ತೆರಳಿದರು. ಯಾವುದೇ ಅಹಿತಕರ ಘಟನೆ ನಡೆಯದಂತೆ ಪೊಲೀಸ್ ಬಂದೋಬಸ್ತ್ ಏರ್ಪಡಿಸಲಾಗಿದೆ. — [45, 1430, 380, 1536]
theatre-movie-row — [1089, 1404, 1552, 1421]
theatre-header — [1089, 1497, 1552, 1517]
movie-title: ಸುಖ್ (ಕ) — [1095, 1443, 1137, 1457]
mvc-row: ಸ್ಕ್ರೀನ್ 1 ಚಂಡೀಗಢ್ ಕರೇ ಆಶಿಕಿ (ಹಿಂ) ಬೆ.10.45ಕ್ಕೆ, ಮ.1.15ಕ್ಕೆ, ಸಂ.6.25ಕ್ಕೆ, ರಾ.9ಕ್ಕೆ — [1092, 652, 1550, 673]
inox-logo-text: INOX — [1122, 371, 1191, 401]
inox-phone: ದೂ : 2533444 / 2433456 — [1227, 399, 1476, 420]
theatre-movie-row — [1089, 1348, 1552, 1366]
reg-dot — [1398, 2343, 1407, 2352]
pvr-ad — [1087, 768, 1553, 1053]
movie-title: ಮಿಸ್ಸಿಂಗ್ (ಕ) — [1095, 1312, 1150, 1326]
theatre-name: ತಿಬ್ಬಾದೇವಿ — [1095, 1462, 1136, 1477]
theatre-phone: (ಮೊ:9008210093) — [1427, 1238, 1546, 1253]
divider — [44, 2025, 1076, 2027]
congress-body-3: ವಿಧಾನಪರಿಷತ್ ಚುನಾವಣೆಯಲ್ಲಿ ಪಕ್ಷದ ಅಭ್ಯರ್ಥಿಗೆ ಬೆಂಬಲ ನೀಡಬೇಕು. ಪಕ್ಷ ಸಂಘಟನೆಗೆ ಶಕ್ತಿ ತುಂಬಬೇಕು ಎಂದು ಕರೆ ನೀಡಿದರು. — [576, 2260, 823, 2312]
inox-name: ಐನಾಕ್ಸ್ ಮೂವೀಸ್ — [1227, 368, 1361, 393]
valmiki-body-3: ಹೆಚ್.ಡಿ.ಕೋಟೆ ಶಾಸಕರಾದ ಸಾಹಿಬ್ ಅವರು ಕೆಲಸಗಳನ್ನು ಪ್ರಾಮಾಣಿಕವಾಗಿ ಮಾಡುತ್ತಾ ಬಂದಿದ್ದೇನೆ ಎಂದು ತಿಳಿಸಿದರು. — [480, 1818, 669, 1870]
theatre-header — [1089, 1197, 1552, 1217]
congress-body-4: ಗೌಡ ಮಾತನಾಡಿ, ಕೇಂದ್ರ ಹಾಗೂ ರಾಜ್ಯದಲ್ಲಿ ಬಿಜೆಪಿ ಸರ್ಕಾರವಿದ್ದರೂ ಜನರ ಸಮಸ್ಯೆಗೆ ಸ್ಪಂದಿಸುತ್ತಿಲ್ಲ. ಈ ವೇಳೆ ಮುಖಂಡರಾದ ಕಾಂಗ್ರೆಸ್ ಅಧ್ಯಕ್ಷ ಮಾದೇಗೌಡ, ಉಪಾಧ್ಯಕ್ಷ ಸಿ.ಸಿ.ಕೃಷ್ಣೇಗೌಡ, ಜಿಲ್ಲಾ ಪಂಚಾಯಿತಿ ಮಾಜಿ ಸದಸ್ಯ ಮಲ್ಲೇಶ್, ಉಪ್ಪಾರ ಸಂಘದ ಮುಖಂಡರು ಹಾಜರಿದ್ದರು. — [831, 2093, 1074, 2207]
vidhan-training-photo — [45, 1024, 471, 1217]
theatre-movie-row — [1089, 1534, 1552, 1552]
theatre-movie-row — [1089, 1217, 1552, 1235]
pvr-row: ತಡಪ್ (ಹಿಂ) ಬೆ.9.25ಕ್ಕೆ, ಮ.12.15ಕ್ಕೆ, ಸಂ.4.05ಕ್ಕೆ, ಸಂ.6.40ಕ್ಕೆ, ರಾ.9.30ಕ್ಕೆ — [1092, 883, 1550, 902]
theatre-movie-row — [1089, 1479, 1552, 1497]
congress-body-2: ವಿಚಾರಗಳೇ ಬಿಟ್ಟಿದ್ದು ಎಂದರು. ಚುನಾವಣೆ ಸಂಬಂಧ ಯಾವುದೇ ದೂರುಗಳು, ಸಮಸ್ಯೆಗಳಿದ್ದಲ್ಲಿ ಸ್ಥಳೀಯ ಮುಖಂಡರು ಹಾಗೂ ಕಾರ್ಯಕರ್ತರನ್ನು ಸಂಪರ್ಕಿಸಿ ಬಗೆಹರಿಸಿಕೊಳ್ಳಬೇಕು ಎಂದರು. — [329, 2260, 569, 2330]
drc-row: ಸ್ಕ್ರೀನ್ 1 ಚಂಡೀಗಢ್ ಕರೇ ಆಶಿಕಿ (ಹಿಂ) ಬೆ.10.30ಕ್ಕೆ, ಮ.1.05ಕ್ಕೆ, ಸಂ.7.15ಕ್ಕೆ, ರಾ.9.50ಕ್ಕೆ, ಲಕ್ಷ್ಯ (ತೆ) ಸಂ.4.15ಕ್ಕೆ — [1092, 202, 1550, 242]
movie-title: ಚಂಡೀಗಢ್ ಕಿ ಆಶಿಕಿ (ಹಿಂ) — [1095, 1350, 1201, 1364]
theatre-name: ಸಂಗಂ — [1095, 1500, 1119, 1515]
garuda-bar: ಗರುಡ ಮಾಲ್, 1ನೇ ಮಹಡಿ, ಮೊ.ನಂ: 9901357088 — [1092, 976, 1550, 998]
theatre-name: ಸ್ಟರ್ಲಿಂಗ್ — [1095, 1555, 1133, 1570]
mata-headline-2: ಸದಸ್ಯರಿಗೆ ತರಬೇತಿ ಕಾರ್ಯಾಗಾರ — [750, 1019, 1024, 1049]
drc-row: ಸ್ಕ್ರೀನ್ 2 ಮದಗಜ (ಕ) ಬೆ.10.35ಕ್ಕೆ, ಘೋಸ್ಟ್ (ಇಂ) ಮ.1.30ಕ್ಕೆ, ಸಂ.4.10ಕ್ಕೆ, ಸಂ.7ಕ್ಕೆ, ರಾ.9.45ಕ್ಕೆ — [1092, 242, 1550, 264]
pvr-row: ಮದಗಜ (ಕ) ಬೆ.10.15ಕ್ಕೆ, ಮ.1.15ಕ್ಕೆ, ಸಂ.6.55ಕ್ಕೆ, ರಾ.9.50ಕ್ಕೆ, ಮ.12.30ಕ್ಕೆ — [1092, 844, 1550, 863]
theatre-name: ರಾಜಕಮಲ್ — [1095, 1386, 1143, 1401]
theatre-header — [1089, 1383, 1552, 1404]
ananta-headline-1: ಅನಂತ ಬಾಲಕೃಷ್ಣ, ನಾಗರ — [157, 532, 363, 561]
tobacco-headline: ಕೃಷಿ ಮಾರ್ಪಾಡಿನಿಂದ ಗುಣಮಟ್ಟದ ತಂಬಾಕು ಬೆಳೆಯಬಹುದು — [45, 137, 980, 193]
theatre-header — [1089, 1421, 1552, 1441]
inox-logo-sub: LIVE THE MOVIE — [1121, 405, 1192, 415]
theatre-header — [1089, 1328, 1552, 1348]
theatre-movie-row — [1089, 1517, 1552, 1534]
inox-row: ಸ್ಕ್ರೀನ್ 4 ಸುಖ್ (ಕ) ಬೆ.11.40ಕ್ಕೆ, ಸಂ.6.05ಕ್ಕೆ, ರಾ.9.20ಕ್ಕೆ — [1092, 511, 1550, 533]
drc-phone: ದೂ : 4240422/4241800 — [1297, 177, 1461, 193]
divider — [44, 198, 1076, 200]
pvr-logo — [1095, 775, 1189, 838]
paper-logo: ಮೈಸೂರು ಮಿತ್ರ — [669, 89, 815, 122]
reg-dot — [87, 2343, 96, 2352]
divider — [44, 518, 1076, 520]
theatre-phone: (ದೂ: 2421871) — [1449, 1162, 1546, 1177]
date-line: ಶುಕ್ರವಾರ 10 ಡಿಸೆಂಬರ್ 2021 — [1263, 90, 1542, 119]
theatre-movie-row — [1089, 1441, 1552, 1459]
mata-photo — [700, 1056, 1074, 1230]
pvr-row: ದಿ ಬಿಗ್ ರೇಸ್ (ಇಂ) ಮ.3.05ಕ್ಕೆ, ರಾ.9.25ಕ್ಕೆ, ರಿಟರ್ನ್ ಟು ಸ್ಪೇಸ್ (ಇಂ) ಬೆ.10ಕ್ಕೆ — [1092, 902, 1550, 922]
drc-logo — [1095, 143, 1204, 195]
mata-body-2: ಮುಂದೆ ಇರುವ ಅಂಕಣದಲ್ಲಿ ಮಾತ್ರ 1 ಎಂದು ಬರೆಯಬೇಕು. ಆದ್ಯತೆ ಮತ ಹಾಕಲು ನಿಮ್ಮ ಎರಡನೇ ಅಭ್ಯರ್ಥಿ ಅಂಕಣದ ಮುಂದೆ 2 ಎಂದು ಬರೆಯಬೇಕು. ಗ್ರಾಮ ಪಂಚಾಯಿತಿ ಸದಸ್ಯರಾದ ಗೌರಮ್ಮ, ಸದಸ್ಯರು ರಾಮೇಗೌಡ, ರವಿಕುಮಾರ್, ಗಿರೀಶ್, ರೇಣುಕಾ ಹಾಜರಿದ್ದರು. — [889, 1238, 1074, 1391]
movie-shows: 3 ಪ್ರದರ್ಶನಗಳು — [1480, 1312, 1546, 1326]
theatre-name: ಗಾಯತ್ರಿ — [1095, 1424, 1127, 1439]
